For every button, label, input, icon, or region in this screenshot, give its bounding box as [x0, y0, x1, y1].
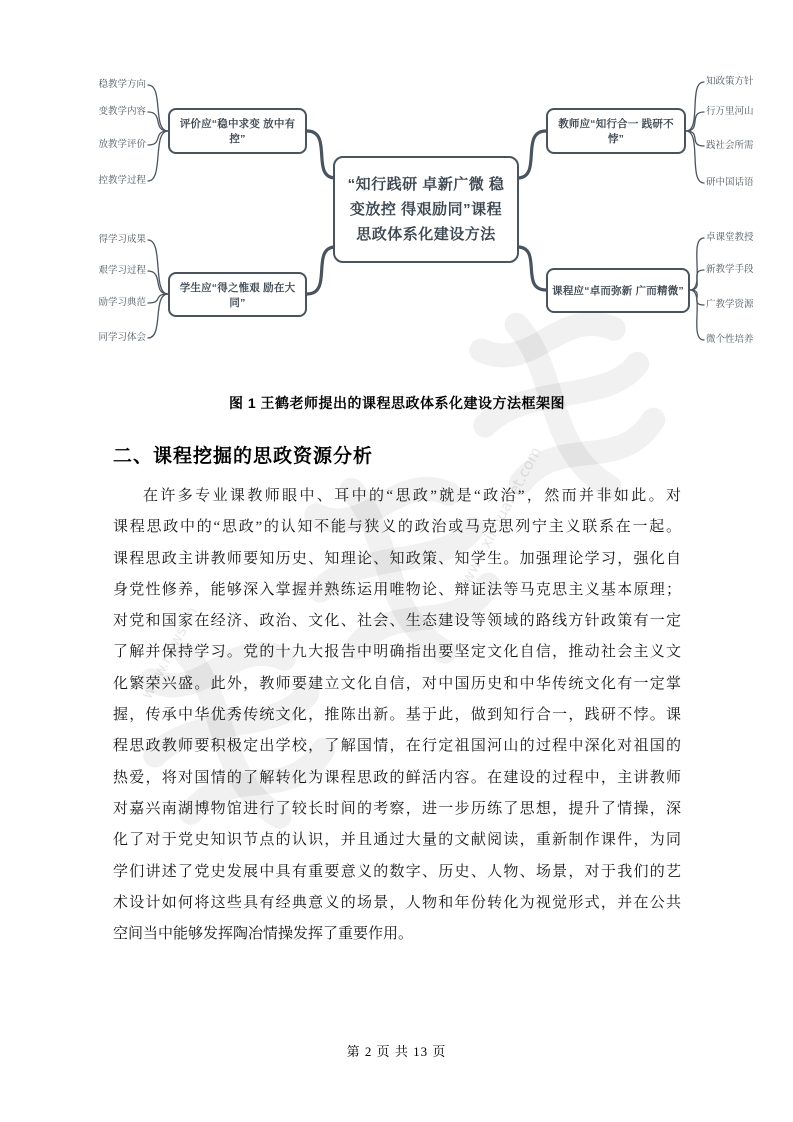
figure-caption: 图 1 王鹤老师提出的课程思政体系化建设方法框架图: [228, 395, 566, 411]
paragraph-line: 对嘉兴南湖博物馆进行了较长时间的考察，进一步历练了思想，提升了情操，深: [113, 800, 681, 817]
mindmap-leaf: 稳教学方向: [98, 79, 146, 90]
svg-text:www.xinhuanet.com: www.xinhuanet.com: [457, 443, 546, 587]
mindmap-leaf: 行万里河山: [706, 106, 754, 117]
mindmap-leaf: 艰学习过程: [98, 265, 146, 276]
mindmap-leaf: 得学习成果: [98, 234, 146, 245]
paragraph-line: 学们讲述了党史发展中具有重要意义的数字、历史、人物、场景，对于我们的艺: [113, 863, 681, 880]
paragraph-line: 术设计如何将这些具有经典意义的场景，人物和年份转化为视觉形式，并在公共: [113, 894, 681, 911]
mindmap-leaf: 同学习体会: [98, 332, 146, 343]
mindmap-leaf: 励学习典范: [98, 297, 146, 308]
section-heading: 二、课程挖掘的思政资源分析: [113, 446, 374, 467]
paragraph-line: 对党和国家在经济、政治、文化、社会、生态建设等领域的路线方针政策有一定: [113, 613, 681, 630]
paragraph-line: 化了对于党史知识节点的认识，并且通过大量的文献阅读，重新制作课件，为同: [113, 832, 681, 849]
body-paragraph: [113, 481, 681, 950]
svg-text:www.news.cn: www.news.cn: [137, 603, 202, 702]
mindmap-branch-node: 教师应“知行合一 践研不悖”: [546, 108, 686, 154]
mindmap-leaf: 放教学评价: [98, 139, 146, 150]
mindmap-leaf: 控教学过程: [98, 175, 146, 186]
paragraph-line: 身党性修养，能够深入掌握并熟练运用唯物论、辩证法等马克思主义基本原理；: [113, 581, 681, 598]
mindmap-leaf: 卓课堂教授: [706, 232, 754, 243]
paragraph-line: 课程思政中的“思政”的认知不能与狭义的政治或马克思列宁主义联系在一起。: [113, 519, 681, 536]
mindmap-leaf: 践社会所需: [706, 140, 754, 151]
paragraph-line: 在许多专业课教师眼中、耳中的“思政”就是“政治”，然而并非如此。对: [143, 488, 681, 504]
figure-mindmap: [60, 55, 760, 390]
mindmap-leaf: 变教学内容: [98, 106, 146, 117]
mindmap-branch-node: 学生应“得之惟艰 励在大同”: [168, 272, 307, 317]
mindmap-leaf: 研中国话语: [706, 177, 754, 188]
paragraph-line: 握，传承中华优秀传统文化，推陈出新。基于此，做到知行合一，践研不悖。课: [113, 707, 681, 724]
paragraph-line: 热爱，将对国情的了解转化为课程思政的鲜活内容。在建设的过程中，主讲教师: [113, 769, 681, 786]
paragraph-line: 了解并保持学习。党的十九大报告中明确指出要坚定文化自信，推动社会主义文: [113, 644, 681, 661]
mindmap-branch-node: 课程应“卓而弥新 广而精微”: [546, 268, 690, 313]
paragraph-line: 程思政教师要积极定出学校，了解国情，在行定祖国河山的过程中深化对祖国的: [113, 738, 681, 755]
mindmap-leaf: 微个性培养: [706, 334, 754, 345]
paragraph-line: 空间当中能够发挥陶冶情操发挥了重要作用。: [113, 926, 414, 943]
mindmap-leaf: 知政策方针: [706, 76, 754, 87]
paragraph-line: 化繁荣兴盛。此外，教师要建立文化自信，对中国历史和中华传统文化有一定掌: [113, 675, 681, 692]
mindmap-center-node: “知行践研 卓新广微 稳变放控 得艰励同”课程思政体系化建设方法: [333, 156, 519, 263]
paragraph-line: 课程思政主讲教师要知历史、知理论、知政策、知学生。加强理论学习，强化自: [113, 550, 681, 567]
mindmap-leaf: 广教学资源: [706, 299, 754, 310]
page-number: 第 2 页 共 13 页: [346, 1044, 447, 1059]
mindmap-leaf: 新教学手段: [706, 264, 754, 275]
mindmap-branch-node: 评价应“稳中求变 放中有控”: [168, 108, 307, 154]
